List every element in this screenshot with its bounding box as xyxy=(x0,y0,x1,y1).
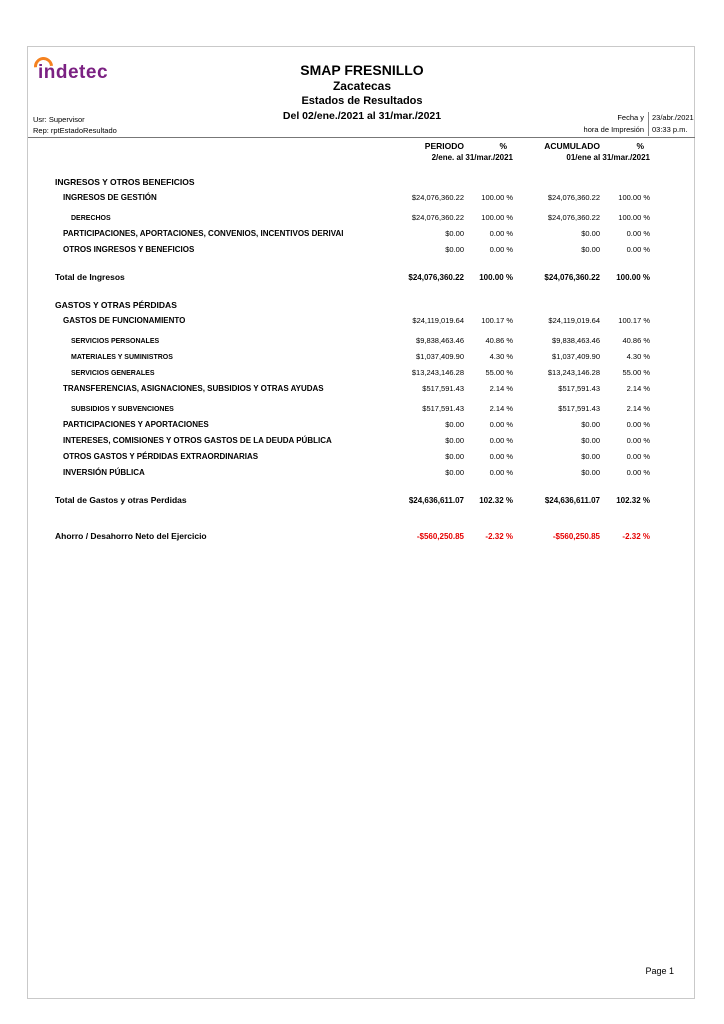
report-row xyxy=(28,349,695,365)
report-row xyxy=(28,226,695,242)
row-acumulado_pct: 2.14 % xyxy=(626,404,650,413)
row-periodo: $0.00 xyxy=(445,452,464,461)
row-periodo: $0.00 xyxy=(445,436,464,445)
row-label: TRANSFERENCIAS, ASIGNACIONES, SUBSIDIOS Y OTRAS AYUDAS xyxy=(63,384,324,393)
row-periodo: $0.00 xyxy=(445,229,464,238)
row-periodo_pct: 4.30 % xyxy=(489,352,513,361)
report-row xyxy=(28,417,695,433)
report-row xyxy=(28,401,695,417)
row-periodo_pct: 40.86 % xyxy=(485,336,513,345)
print-date-row xyxy=(558,112,696,124)
row-label: Total de Ingresos xyxy=(55,272,125,282)
row-acumulado_pct: 55.00 % xyxy=(622,368,650,377)
row-acumulado_pct: 100.00 % xyxy=(618,213,650,222)
report-row xyxy=(28,492,695,508)
row-periodo: $24,119,019.64 xyxy=(412,316,464,325)
print-time-row xyxy=(558,124,696,136)
report-row xyxy=(28,313,695,329)
row-label: Total de Gastos y otras Perdidas xyxy=(55,495,187,505)
row-periodo: $1,037,409.90 xyxy=(416,352,464,361)
row-periodo_pct: 2.14 % xyxy=(489,384,513,393)
row-periodo: $24,636,611.07 xyxy=(408,496,464,505)
row-acumulado_pct: 0.00 % xyxy=(626,420,650,429)
col-acumulado-pct-header: % xyxy=(636,141,644,151)
row-acumulado: $517,591.43 xyxy=(558,384,600,393)
column-headers xyxy=(28,141,695,163)
page-number: Page 1 xyxy=(645,966,674,976)
report-row xyxy=(28,433,695,449)
report-row xyxy=(28,528,695,544)
row-periodo: $24,076,360.22 xyxy=(411,193,464,202)
row-periodo_pct: -2.32 % xyxy=(485,532,513,541)
header-divider xyxy=(28,137,695,138)
row-periodo: $13,243,146.28 xyxy=(411,368,464,377)
row-label: OTROS INGRESOS Y BENEFICIOS xyxy=(63,245,195,254)
row-label: INGRESOS Y OTROS BENEFICIOS xyxy=(55,177,195,187)
print-date-label: Fecha y xyxy=(617,113,644,122)
row-periodo_pct: 102.32 % xyxy=(479,496,513,505)
report-row xyxy=(28,449,695,465)
row-label: SERVICIOS GENERALES xyxy=(71,370,155,377)
entity-subtitle: Zacatecas xyxy=(332,79,392,93)
report-row xyxy=(28,190,695,206)
indetec-logo xyxy=(38,62,108,84)
report-id-label: Rep: rptEstadoResultado xyxy=(33,126,117,135)
row-periodo: $24,076,360.22 xyxy=(408,273,464,282)
col-acumulado-header: ACUMULADO xyxy=(544,141,600,151)
col-periodo-pct-header: % xyxy=(499,141,507,151)
col-periodo-range: 2/ene. al 31/mar./2021 xyxy=(431,153,513,162)
row-acumulado_pct: 0.00 % xyxy=(626,468,650,477)
row-periodo_pct: 100.00 % xyxy=(481,213,513,222)
row-acumulado: $9,838,463.46 xyxy=(552,336,600,345)
row-acumulado: $24,076,360.22 xyxy=(547,213,600,222)
row-periodo_pct: 0.00 % xyxy=(489,420,513,429)
row-periodo_pct: 55.00 % xyxy=(485,368,513,377)
row-periodo: $9,838,463.46 xyxy=(416,336,464,345)
row-acumulado: $24,119,019.64 xyxy=(548,316,600,325)
row-label: GASTOS DE FUNCIONAMIENTO xyxy=(63,316,186,325)
row-periodo_pct: 0.00 % xyxy=(489,436,513,445)
row-acumulado: $24,636,611.07 xyxy=(544,496,600,505)
row-acumulado_pct: 40.86 % xyxy=(622,336,650,345)
row-periodo: $24,076,360.22 xyxy=(411,213,464,222)
row-acumulado_pct: 102.32 % xyxy=(616,496,650,505)
column-header-row-2 xyxy=(28,152,695,163)
report-row xyxy=(28,381,695,397)
row-periodo_pct: 0.00 % xyxy=(489,468,513,477)
row-acumulado: $0.00 xyxy=(581,468,600,477)
report-meta-right xyxy=(558,112,696,136)
report-name: Estados de Resultados xyxy=(301,95,423,107)
report-row xyxy=(28,333,695,349)
row-acumulado: -$560,250.85 xyxy=(552,532,600,541)
row-acumulado_pct: 4.30 % xyxy=(626,352,650,361)
row-acumulado: $1,037,409.90 xyxy=(552,352,600,361)
report-row xyxy=(28,297,695,313)
row-acumulado: $13,243,146.28 xyxy=(547,368,600,377)
report-meta-left xyxy=(33,114,117,136)
row-periodo_pct: 0.00 % xyxy=(489,452,513,461)
row-periodo: $0.00 xyxy=(445,468,464,477)
row-label: OTROS GASTOS Y PÉRDIDAS EXTRAORDINARIAS xyxy=(63,452,259,461)
row-label: DERECHOS xyxy=(71,215,111,222)
row-acumulado: $0.00 xyxy=(581,452,600,461)
row-acumulado_pct: 0.00 % xyxy=(626,436,650,445)
row-acumulado_pct: 2.14 % xyxy=(626,384,650,393)
row-periodo: $0.00 xyxy=(445,245,464,254)
row-periodo_pct: 100.00 % xyxy=(479,273,513,282)
row-acumulado: $24,076,360.22 xyxy=(544,273,600,282)
row-label: GASTOS Y OTRAS PÉRDIDAS xyxy=(55,300,177,310)
col-periodo-header: PERIODO xyxy=(424,141,464,151)
row-periodo_pct: 2.14 % xyxy=(489,404,513,413)
row-acumulado_pct: 100.00 % xyxy=(616,273,650,282)
row-periodo: $517,591.43 xyxy=(422,384,464,393)
row-label: SUBSIDIOS Y SUBVENCIONES xyxy=(71,406,174,413)
column-header-row-1 xyxy=(28,141,695,152)
row-acumulado_pct: 0.00 % xyxy=(626,245,650,254)
entity-title: SMAP FRESNILLO xyxy=(300,62,424,78)
row-acumulado_pct: 0.00 % xyxy=(626,452,650,461)
row-acumulado_pct: 100.17 % xyxy=(618,316,650,325)
row-label: PARTICIPACIONES Y APORTACIONES xyxy=(63,420,209,429)
col-acumulado-range: 01/ene al 31/mar./2021 xyxy=(566,153,650,162)
print-time-label: hora de Impresión xyxy=(583,125,644,134)
report-row xyxy=(28,269,695,285)
report-rows xyxy=(28,174,695,544)
print-date-value: 23/abr./2021 xyxy=(648,112,696,124)
row-label: MATERIALES Y SUMINISTROS xyxy=(71,354,173,361)
row-periodo_pct: 0.00 % xyxy=(489,229,513,238)
report-row xyxy=(28,210,695,226)
logo-text: indetec xyxy=(38,62,109,83)
row-acumulado_pct: -2.32 % xyxy=(622,532,650,541)
row-acumulado: $24,076,360.22 xyxy=(547,193,600,202)
row-periodo: $517,591.43 xyxy=(422,404,464,413)
row-label: Ahorro / Desahorro Neto del Ejercicio xyxy=(55,531,207,541)
report-row xyxy=(28,242,695,258)
row-acumulado: $0.00 xyxy=(581,420,600,429)
report-row xyxy=(28,465,695,481)
report-row xyxy=(28,174,695,190)
row-label: INVERSIÓN PÚBLICA xyxy=(63,468,145,477)
print-time-value: 03:33 p.m. xyxy=(648,124,696,136)
report-row xyxy=(28,365,695,381)
row-label: INGRESOS DE GESTIÓN xyxy=(63,193,157,202)
user-label: Usr: Supervisor xyxy=(33,115,85,124)
row-acumulado: $0.00 xyxy=(581,229,600,238)
row-label: SERVICIOS PERSONALES xyxy=(71,338,160,345)
row-acumulado_pct: 0.00 % xyxy=(626,229,650,238)
row-acumulado: $517,591.43 xyxy=(558,404,600,413)
row-periodo_pct: 100.17 % xyxy=(481,316,513,325)
row-acumulado: $0.00 xyxy=(581,436,600,445)
row-periodo_pct: 100.00 % xyxy=(481,193,513,202)
row-label: PARTICIPACIONES, APORTACIONES, CONVENIOS, INCENTIVOS DERIVAI xyxy=(63,229,344,238)
row-label: INTERESES, COMISIONES Y OTROS GASTOS DE LA DEUDA PÚBLICA xyxy=(63,436,332,445)
row-acumulado_pct: 100.00 % xyxy=(618,193,650,202)
row-acumulado: $0.00 xyxy=(581,245,600,254)
report-header xyxy=(162,62,562,123)
report-period: Del 02/ene./2021 al 31/mar./2021 xyxy=(282,110,442,122)
row-periodo_pct: 0.00 % xyxy=(489,245,513,254)
row-periodo: -$560,250.85 xyxy=(416,532,464,541)
row-periodo: $0.00 xyxy=(445,420,464,429)
